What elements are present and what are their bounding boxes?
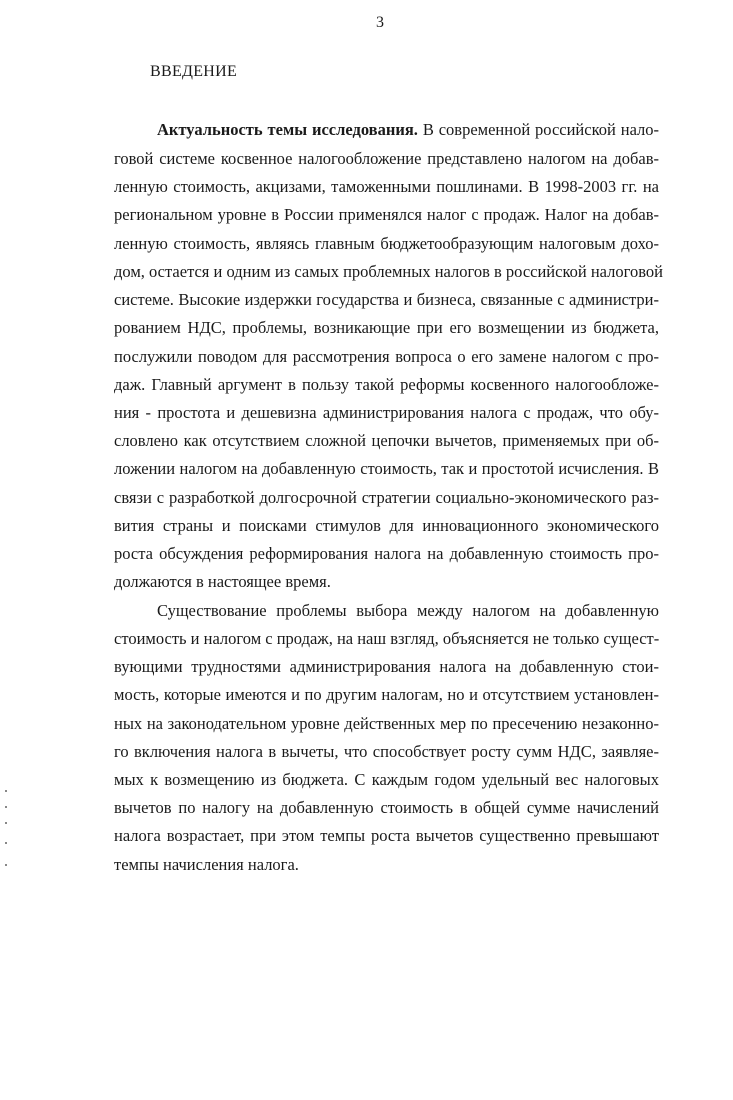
paragraph-1-line: ленную стоимость, являясь главным бюджетообразующим налоговым дохо-	[114, 234, 659, 253]
scan-speck	[5, 842, 7, 844]
paragraph-2-line: мых к возмещению из бюджета. С каждым годом удельный вес налоговых	[114, 770, 659, 789]
paragraph-1-line: роста обсуждения реформирования налога на добавленную стоимость про-	[114, 544, 659, 563]
paragraph-2-line: мость, которые имеются и по другим налогам, но и отсутствием установлен-	[114, 685, 659, 704]
scan-speck	[5, 790, 7, 792]
scan-speck	[5, 822, 7, 824]
paragraph-1-line: даж. Главный аргумент в пользу такой реформы косвенного налогообложе-	[114, 375, 659, 394]
paragraph-text: В современной российской нало-	[422, 120, 660, 139]
paragraph-1-line: словлено как отсутствием сложной цепочки вычетов, применяемых при об-	[114, 431, 659, 450]
paragraph-lead: Актуальность темы исследования.	[157, 120, 418, 139]
page-number: 3	[376, 14, 384, 31]
paragraph-1-line: ложении налогом на добавленную стоимость, так и простотой исчисления. В	[114, 459, 659, 478]
paragraph-1-line: ния - простота и дешевизна администрирования налога с продаж, что обу-	[114, 403, 659, 422]
section-heading: ВВЕДЕНИЕ	[150, 63, 238, 80]
paragraph-2-line: вующими трудностями администрирования налога на добавленную стои-	[114, 657, 659, 676]
paragraph-2-line: вычетов по налогу на добавленную стоимость в общей сумме начислений	[114, 798, 659, 817]
scan-speck	[5, 806, 7, 808]
paragraph-1-line: дом, остается и одним из самых проблемных налогов в российской налоговой	[114, 262, 663, 281]
paragraph-2-line: Существование проблемы выбора между налогом на добавленную	[157, 601, 659, 620]
paragraph-2-line: темпы начисления налога.	[114, 855, 299, 874]
paragraph-2-line: ных на законодательном уровне действенных мер по пресечению незаконно-	[114, 714, 659, 733]
paragraph-1-line: должаются в настоящее время.	[114, 572, 331, 591]
paragraph-2-line: стоимость и налогом с продаж, на наш взгляд, объясняется не только сущест-	[114, 629, 660, 648]
paragraph-2-line: го включения налога в вычеты, что способствует росту сумм НДС, заявляе-	[114, 742, 659, 761]
paragraph-1-line: рованием НДС, проблемы, возникающие при его возмещении из бюджета,	[114, 318, 659, 337]
paragraph-1-line: региональном уровне в России применялся налог с продаж. Налог на добав-	[114, 205, 659, 224]
scan-specks	[4, 790, 10, 870]
paragraph-1-line: ленную стоимость, акцизами, таможенными пошлинами. В 1998-2003 гг. на	[114, 177, 659, 196]
paragraph-1-line: говой системе косвенное налогообложение представлено налогом на добав-	[114, 149, 659, 168]
paragraph-1-line: системе. Высокие издержки государства и бизнеса, связанные с администри-	[114, 290, 659, 309]
paragraph-2-line: налога возрастает, при этом темпы роста вычетов существенно превышают	[114, 826, 659, 845]
paragraph-1-line: вития страны и поисками стимулов для инновационного экономического	[114, 516, 659, 535]
paragraph-1-line	[157, 120, 659, 140]
paragraph-1-line: связи с разработкой долгосрочной стратегии социально-экономического раз-	[114, 488, 659, 507]
paragraph-1-line: послужили поводом для рассмотрения вопроса о его замене налогом с про-	[114, 347, 659, 366]
scan-speck	[5, 864, 7, 866]
